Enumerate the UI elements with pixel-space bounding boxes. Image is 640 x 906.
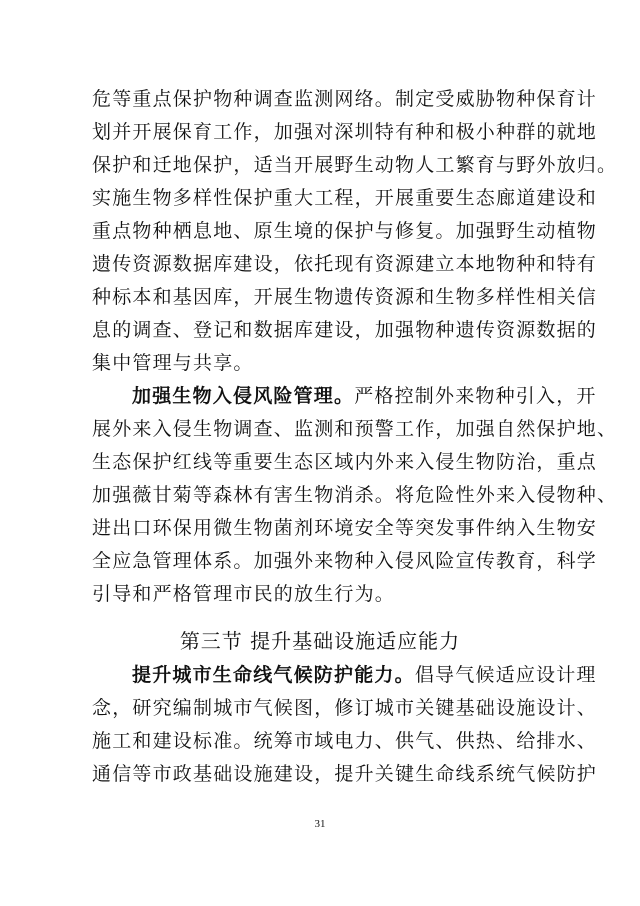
paragraph-line: 加强薇甘菊等森林有害生物消杀。将危险性外来入侵物种、: [92, 484, 618, 506]
page-number: 31: [314, 818, 326, 830]
paragraph-line: 息的调查、登记和数据库建设，加强物种遗传资源数据的: [92, 319, 598, 341]
paragraph-line: 施工和建设标准。统筹市域电力、供气、供热、给排水、: [92, 730, 598, 752]
paragraph-line: 全应急管理体系。加强外来物种入侵风险宣传教育，科学: [92, 550, 598, 572]
paragraph-line: 危等重点保护物种调查监测网络。制定受威胁物种保育计: [92, 88, 598, 110]
paragraph-text: 严格控制外来物种引入，开: [354, 385, 597, 407]
paragraph-lead-heading: 提升城市生命线气候防护能力。: [132, 664, 415, 686]
paragraph-lead-heading: 加强生物入侵风险管理。: [132, 385, 355, 407]
paragraph-line: 保护和迁地保护，适当开展野生动物人工繁育与野外放归。: [92, 154, 618, 176]
paragraph-line: 遗传资源数据库建设，依托现有资源建立本地物种和特有: [92, 253, 598, 275]
paragraph-line: 实施生物多样性保护重大工程，开展重要生态廊道建设和: [92, 187, 598, 209]
paragraph-line: 生态保护红线等重要生态区域内外来入侵生物防治，重点: [92, 451, 598, 473]
paragraph-line: 进出口环保用微生物菌剂环境安全等突发事件纳入生物安: [92, 517, 598, 539]
paragraph-line: 集中管理与共享。: [92, 352, 254, 374]
paragraph-line: 引导和严格管理市民的放生行为。: [92, 583, 396, 605]
paragraph-line: 念，研究编制城市气候图，修订城市关键基础设施设计、: [92, 697, 598, 719]
section-heading: 第三节 提升基础设施适应能力: [179, 629, 461, 653]
paragraph-line: 种标本和基因库，开展生物遗传资源和生物多样性相关信: [92, 286, 598, 308]
paragraph-line: 重点物种栖息地、原生境的保护与修复。加强野生动植物: [92, 220, 598, 242]
paragraph-line: 展外来入侵生物调查、监测和预警工作，加强自然保护地、: [92, 418, 618, 440]
paragraph-line: 划并开展保育工作，加强对深圳特有种和极小种群的就地: [92, 121, 598, 143]
paragraph-line: 通信等市政基础设施建设，提升关键生命线系统气候防护: [92, 763, 598, 785]
paragraph-first-line: [132, 385, 597, 407]
paragraph-first-line: [132, 664, 597, 686]
paragraph-text: 倡导气候适应设计理: [414, 664, 597, 686]
